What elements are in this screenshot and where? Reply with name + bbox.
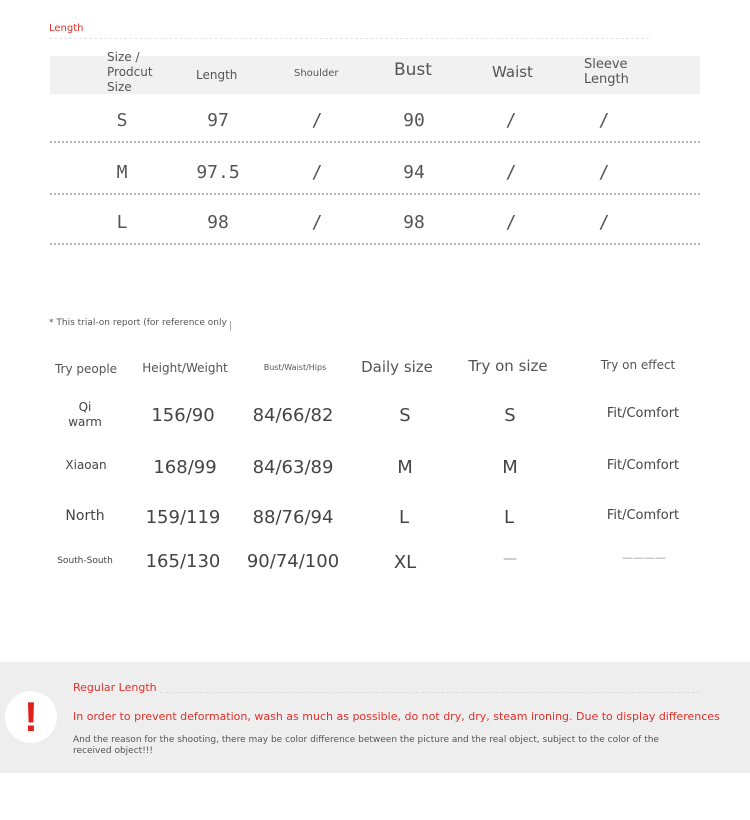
cell-waist: / (505, 212, 517, 233)
header-bust-waist-hips: Bust/Waist/Hips (263, 363, 327, 372)
cell-size: M (116, 162, 128, 183)
cell-sleeve: / (598, 110, 610, 131)
table-row (0, 162, 750, 202)
row-divider (50, 141, 700, 143)
header-height-weight: Height/Weight (142, 361, 228, 375)
header-waist: Waist (492, 63, 533, 81)
cell-bust-waist-hips: 84/63/89 (252, 457, 334, 478)
cell-bust: 90 (403, 110, 425, 131)
divider (160, 692, 700, 693)
cell-waist: / (505, 110, 517, 131)
cell-try-on-effect: Fit/Comfort (606, 406, 680, 421)
header-size: Size / Prodcut Size (107, 50, 153, 94)
cell-bust-waist-hips: 84/66/82 (252, 405, 334, 426)
header-bust: Bust (394, 60, 432, 80)
divider (230, 321, 231, 331)
row-divider (50, 243, 700, 245)
cell-length: 98 (207, 212, 229, 233)
trial-note: * This trial-on report (for reference only (49, 318, 227, 328)
cell-length: 97 (207, 110, 229, 131)
header-try-on-size: Try on size (468, 357, 548, 375)
cell-height-weight: 156/90 (151, 405, 215, 426)
cell-try-on-size: M (502, 457, 518, 478)
size-table-header (50, 50, 700, 94)
cell-daily-size: S (399, 405, 411, 426)
cell-shoulder: / (311, 212, 323, 233)
cell-bust: 94 (403, 162, 425, 183)
cell-size: S (116, 110, 128, 131)
cell-waist: / (505, 162, 517, 183)
notice-panel (0, 662, 750, 773)
row-divider (50, 193, 700, 195)
header-sleeve: Sleeve Length (584, 57, 629, 87)
cell-try-on-effect: ———— (622, 551, 666, 564)
cell-try-on-size: — (503, 551, 517, 567)
cell-people: Qi warm (68, 400, 102, 429)
cell-shoulder: / (311, 162, 323, 183)
cell-sleeve: / (598, 212, 610, 233)
cell-shoulder: / (311, 110, 323, 131)
cell-people: Xiaoan (65, 458, 107, 472)
cell-people: South-South (57, 556, 113, 566)
notice-main-text: In order to prevent deformation, wash as much as possible, do not dry, dry, steam ironing. Due to display differences (73, 710, 720, 723)
table-row (0, 212, 750, 252)
cell-size: L (116, 212, 128, 233)
cell-length: 97.5 (196, 162, 240, 183)
alert-badge (5, 691, 57, 743)
cell-daily-size: L (398, 507, 410, 528)
divider (49, 38, 649, 40)
cell-try-on-effect: Fit/Comfort (606, 458, 680, 473)
header-shoulder: Shoulder (294, 68, 339, 79)
header-try-people: Try people (54, 362, 118, 376)
notice-sub-text: And the reason for the shooting, there may be color difference between the picture and the real object, subject to the color of the received object!!! (73, 735, 659, 756)
cell-sleeve: / (598, 162, 610, 183)
cell-bust: 98 (403, 212, 425, 233)
cell-height-weight: 168/99 (153, 457, 217, 478)
header-daily-size: Daily size (361, 358, 433, 376)
cell-people: North (65, 508, 105, 524)
table-row (0, 110, 750, 150)
cell-bust-waist-hips: 90/74/100 (246, 551, 340, 572)
cell-try-on-effect: Fit/Comfort (606, 508, 680, 523)
cell-try-on-size: L (503, 507, 515, 528)
notice-title: Regular Length (73, 681, 157, 694)
header-try-on-effect: Try on effect (600, 358, 676, 372)
cell-height-weight: 159/119 (145, 507, 221, 528)
cell-try-on-size: S (504, 405, 516, 426)
exclamation-icon: ! (24, 693, 38, 740)
cell-daily-size: M (397, 457, 413, 478)
header-length: Length (196, 68, 238, 82)
cell-daily-size: XL (393, 552, 417, 573)
cell-height-weight: 165/130 (145, 551, 221, 572)
size-table-title: Length (49, 23, 84, 34)
cell-bust-waist-hips: 88/76/94 (252, 507, 334, 528)
